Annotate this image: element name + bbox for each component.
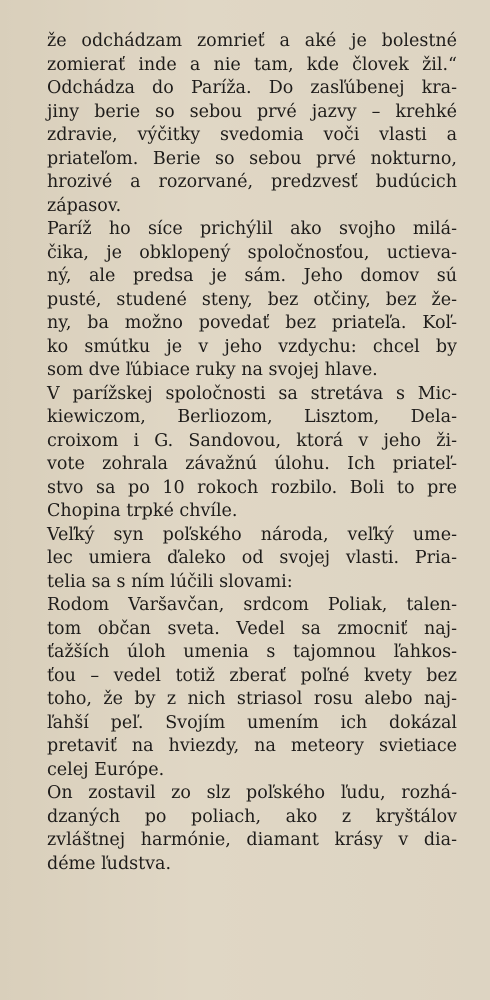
text-line: čika, je obklopený spoločnosťou, uctieva- <box>47 242 457 263</box>
text-line: lec umiera ďaleko od svojej vlasti. Pria- <box>47 548 457 568</box>
text-line: hrozivé a rozorvané, predzvesť budúcich <box>47 172 457 192</box>
text-line: On zostavil zo slz poľského ľudu, rozhá- <box>47 783 457 803</box>
paragraph <box>47 30 457 218</box>
text-line: že odchádzam zomrieť a aké je bolestné <box>47 31 457 51</box>
text-line: zápasov. <box>47 195 122 216</box>
text-line: ťažších úloh umenia s tajomnou ľahkos- <box>47 642 457 662</box>
text-line: toho, že by z nich striasol rosu alebo naj- <box>47 689 457 709</box>
text-line: ko smútku je v jeho vzdychu: chcel by <box>47 336 457 357</box>
paragraph <box>47 524 457 595</box>
text-line: dzaných po poliach, ako z kryštálov <box>47 806 457 827</box>
text-line: Chopina trpké chvíle. <box>47 501 238 521</box>
text-line: zomierať inde a nie tam, kde človek žil.“ <box>47 54 457 75</box>
paragraph <box>47 782 457 876</box>
text-line: pretaviť na hviezdy, na meteory svietiace <box>47 736 457 756</box>
text-line: croixom i G. Sandovou, ktorá v jeho ži- <box>47 430 457 451</box>
text-line: vote zohrala závažnú úlohu. Ich priateľ- <box>47 454 457 474</box>
text-line: Veľký syn poľského národa, veľký ume- <box>47 524 457 545</box>
text-line: Paríž ho síce prichýlil ako svojho milá- <box>47 219 457 239</box>
text-line: déme ľudstva. <box>47 853 172 874</box>
text-line: ny, ba možno povedať bez priateľa. Koľ- <box>47 313 457 333</box>
text-line: jiny berie so sebou prvé jazvy – krehké <box>47 101 457 122</box>
text-line: Rodom Varšavčan, srdcom Poliak, talen- <box>47 595 457 615</box>
text-line: stvo sa po 10 rokoch rozbilo. Boli to pre <box>47 477 457 498</box>
paragraph <box>47 383 457 524</box>
text-block <box>47 30 457 876</box>
text-line: celej Európe. <box>47 759 165 780</box>
text-line: priateľom. Berie so sebou prvé nokturno, <box>47 148 457 169</box>
text-line: tom občan sveta. Vedel sa zmocniť naj- <box>47 618 457 639</box>
text-line: zdravie, výčitky svedomia voči vlasti a <box>47 125 457 145</box>
text-line: pusté, studené steny, bez otčiny, bez že- <box>47 289 457 310</box>
text-line: kiewiczom, Berliozom, Lisztom, Dela- <box>47 407 457 427</box>
text-line: zvláštnej harmónie, diamant krásy v dia- <box>47 830 457 850</box>
text-line: ťou – vedel totiž zberať poľné kvety bez <box>47 665 457 686</box>
text-line: V parížskej spoločnosti sa stretáva s Mic- <box>47 383 457 404</box>
paragraph <box>47 218 457 383</box>
text-line: ný, ale predsa je sám. Jeho domov sú <box>47 266 457 286</box>
text-line: telia sa s ním lúčili slovami: <box>47 571 293 592</box>
text-line: som dve ľúbiace ruky na svojej hlave. <box>47 360 378 380</box>
paragraph <box>47 594 457 782</box>
text-line: ľahší peľ. Svojím umením ich dokázal <box>47 712 457 733</box>
text-line: Odchádza do Paríža. Do zasľúbenej kra- <box>47 78 457 98</box>
